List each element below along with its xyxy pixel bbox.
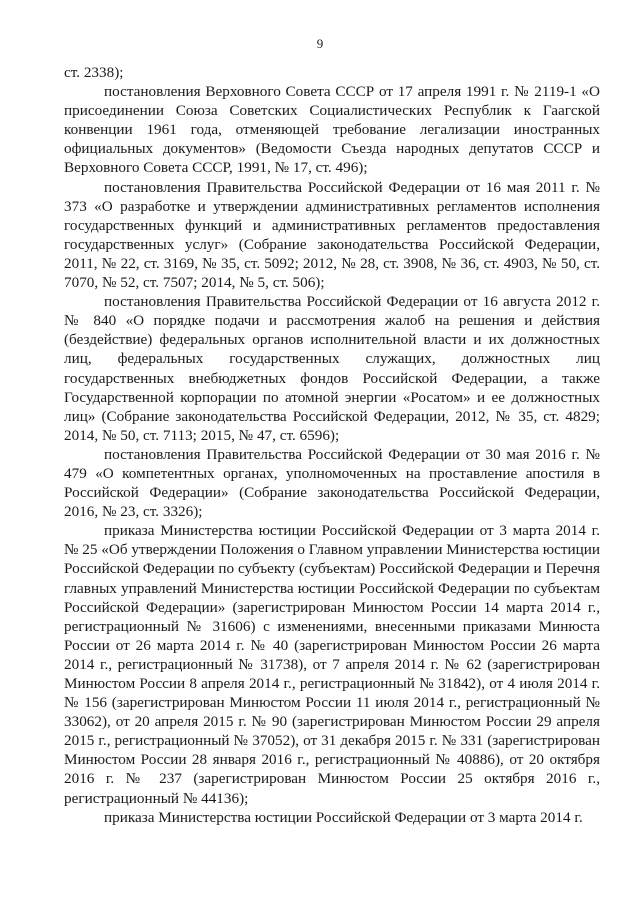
- paragraph-justice-ministry-order-partial: приказа Министерства юстиции Российской Федерации от 3 марта 2014 г.: [104, 808, 583, 826]
- paragraph-government-resolution-840: постановления Правительства Российской Федерации от 16 августа 2012 г. № 840 «О порядке подачи и рассмотрения жалоб на решения и действия (бездействие) федеральных органов исполнительной власти и их должностных лиц, федеральных государственных служащих, должностных лиц государственных внебюджетных фондов Российской Федерации, а также Государственной корпорации по атомной энергии «Росатом» и ее должностных лиц» (Собрание законодательства Российской Федерации, 2012, № 35, ст. 4829; 2014, № 50, ст. 7113; 2015, № 47, ст. 6596);: [64, 293, 600, 444]
- paragraph-justice-ministry-order-25: приказа Министерства юстиции Российской Федерации от 3 марта 2014 г. № 25 «Об утверждении Положения о Главном управлении Министерства юстиции Российской Федерации по субъекту (субъектам) Российской Федерации и Перечня главных управлений Министерства юстиции Российской Федерации по субъектам Российской Федерации» (зарегистрирован Минюстом России 14 марта 2014 г., регистрационный № 31606) с изменениями, внесенными приказами Минюста России от 26 марта 2014 г. № 40 (зарегистрирован Минюстом России 26 марта 2014 г., регистрационный № 31738), от 7 апреля 2014 г. № 62 (зарегистрирован Минюстом России 8 апреля 2014 г., регистрационный № 31842), от 4 июля 2014 г. № 156 (зарегистрирован Минюстом России 11 июля 2014 г., регистрационный № 33062), от 20 апреля 2015 г. № 90 (зарегистрирован Минюстом России 29 апреля 2015 г., регистрационный № 37052), от 31 декабря 2015 г. № 331 (зарегистрирован Минюстом России 28 января 2016 г., регистрационный № 40886), от 20 октября 2016 г. № 237 (зарегистрирован Минюстом России 25 октября 2016 г., регистрационный № 44136);: [64, 522, 600, 807]
- paragraph-government-resolution-373: постановления Правительства Российской Федерации от 16 мая 2011 г. № 373 «О разработке и утверждении административных регламентов исполнения государственных функций и административных регламентов предоставления государственных услуг» (Собрание законодательства Российской Федерации, 2011, № 22, ст. 3169, № 35, ст. 5092; 2012, № 28, ст. 3908, № 36, ст. 4903, № 50, ст. 7070, № 52, ст. 7507; 2014, № 5, ст. 506);: [64, 178, 600, 292]
- paragraph-supreme-soviet-resolution: постановления Верховного Совета СССР от 17 апреля 1991 г. № 2119-1 «О присоединении Союза Советских Социалистических Республик к Гаагской конвенции 1961 года, отменяющей требование легализации иностранных официальных документов» (Ведомости Съезда народных депутатов СССР и Верховного Совета СССР, 1991, № 17, ст. 496);: [64, 83, 600, 177]
- document-body: [64, 63, 600, 827]
- page-number: 9: [316, 36, 324, 51]
- paragraph-continuation: ст. 2338);: [64, 64, 124, 81]
- paragraph-government-resolution-479: постановления Правительства Российской Федерации от 30 мая 2016 г. № 479 «О компетентных органах, уполномоченных на проставление апостиля в Российской Федерации» (Собрание законодательства Российской Федерации, 2016, № 23, ст. 3326);: [64, 445, 600, 521]
